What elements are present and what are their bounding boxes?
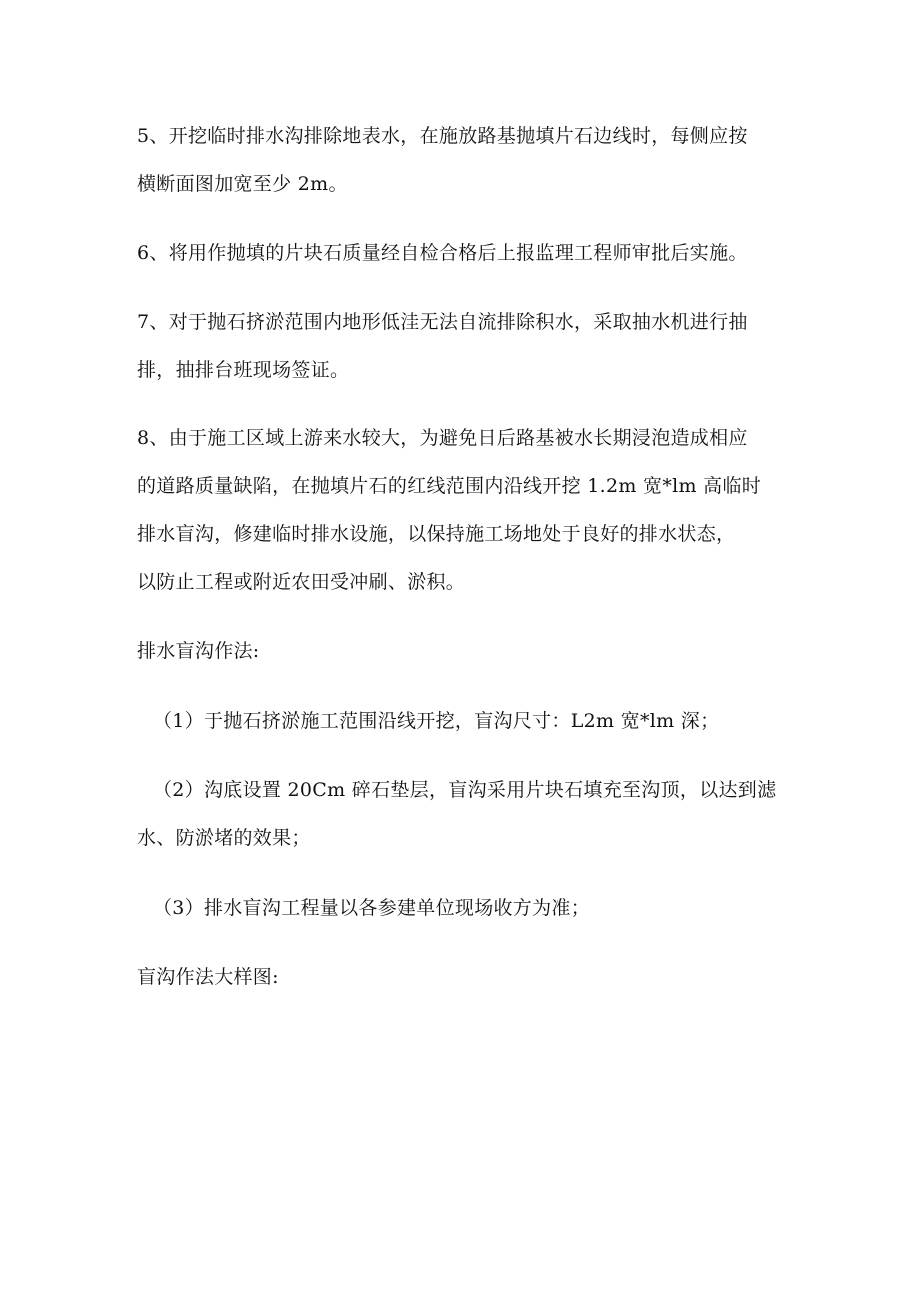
item-8-line-4: 以防止工程或附近农田受冲刷、淤积。 [137, 571, 466, 593]
item-5-line-1: 5、开挖临时排水沟排除地表水，在施放路基抛填片石边线时，每侧应按 [137, 125, 748, 147]
item-8-line-2: 的道路质量缺陷，在抛填片石的红线范围内沿线开挖 1.2m 宽*lm 高临时 [137, 475, 762, 497]
item-5-line-2: 横断面图加宽至少 2m。 [137, 173, 348, 195]
method-step-1-line-1: （1）于抛石挤淤施工范围沿线开挖，盲沟尺寸：L2m 宽*lm 深； [153, 710, 720, 732]
item-8-line-1: 8、由于施工区域上游来水较大，为避免日后路基被水长期浸泡造成相应 [137, 427, 748, 449]
method-step-2-line-1: （2）沟底设置 20Cm 碎石垫层，盲沟采用片块石填充至沟顶，以达到滤 [153, 779, 777, 801]
method-heading: 排水盲沟作法: [137, 640, 260, 662]
item-8-line-3: 排水盲沟，修建临时排水设施，以保持施工场地处于良好的排水状态， [137, 523, 736, 545]
item-6-line-1: 6、将用作抛填的片块石质量经自检合格后上报监理工程师审批后实施。 [137, 242, 748, 264]
item-7-line-2: 排，抽排台班现场签证。 [137, 359, 350, 381]
method-step-2-line-2: 水、防淤堵的效果； [137, 827, 311, 849]
method-step-3-line-1: （3）排水盲沟工程量以各参建单位现场收方为准； [153, 897, 590, 919]
detail-diagram-heading: 盲沟作法大样图: [137, 966, 279, 988]
item-7-line-1: 7、对于抛石挤淤范围内地形低洼无法自流排除积水，采取抽水机进行抽 [137, 311, 748, 333]
